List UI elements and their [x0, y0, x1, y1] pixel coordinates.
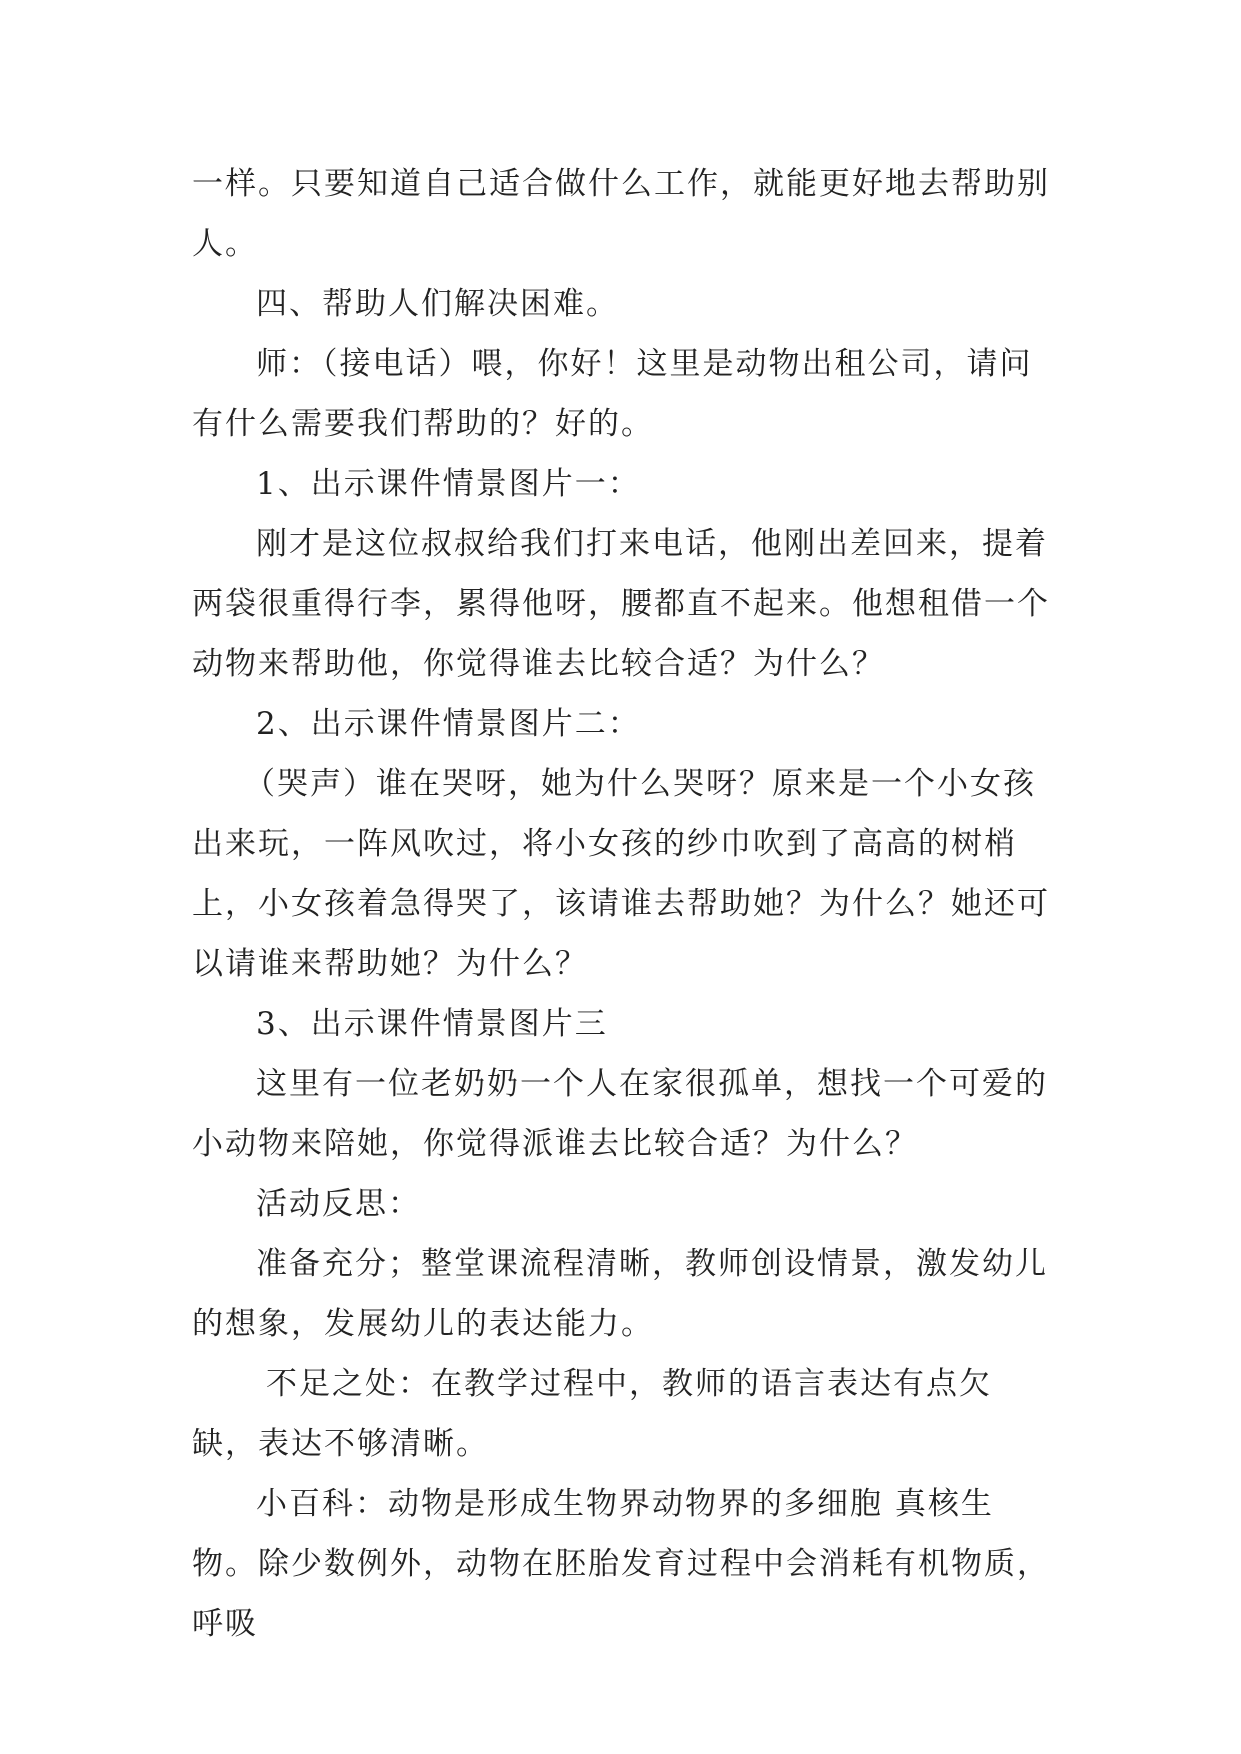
- paragraph-teacher-phone: 师：（接电话）喂，你好！这里是动物出租公司，请问有什么需要我们帮助的？好的。: [192, 346, 1033, 442]
- section-heading-four: 四、帮助人们解决困难。: [256, 286, 619, 322]
- step-three-heading: 3、出示课件情景图片三: [256, 1006, 608, 1042]
- reflection-heading: 活动反思：: [256, 1186, 421, 1222]
- paragraph-reflection-strengths: 准备充分；整堂课流程清晰，教师创设情景，激发幼儿的想象，发展幼儿的表达能力。: [192, 1246, 1048, 1342]
- paragraph-continuation: 一样。只要知道自己适合做什么工作，就能更好地去帮助别人。: [192, 166, 1050, 262]
- paragraph-scene-two: （哭声）谁在哭呀，她为什么哭呀？原来是一个小女孩出来玩，一阵风吹过，将小女孩的纱巾吹到了高高的树梢上，小女孩着急得哭了，该请谁去帮助她？为什么？她还可以请谁来帮助她？为什么？: [192, 766, 1050, 982]
- paragraph-scene-three: 这里有一位老奶奶一个人在家很孤单，想找一个可爱的小动物来陪她，你觉得派谁去比较合适？为什么？: [192, 1066, 1048, 1162]
- paragraph-reflection-weaknesses: 不足之处：在教学过程中，教师的语言表达有点欠缺，表达不够清晰。: [192, 1366, 992, 1462]
- step-one-heading: 1、出示课件情景图片一：: [256, 466, 641, 502]
- document-body: [192, 154, 1052, 1654]
- paragraph-scene-one: 刚才是这位叔叔给我们打来电话，他刚出差回来，提着两袋很重得行李，累得他呀，腰都直不起来。他想租借一个动物来帮助他，你觉得谁去比较合适？为什么？: [192, 526, 1050, 682]
- paragraph-encyclopedia: 小百科：动物是形成生物界动物界的多细胞 真核生物。除少数例外，动物在胚胎发育过程中会消耗有机物质，呼吸: [192, 1486, 1050, 1642]
- step-two-heading: 2、出示课件情景图片二：: [256, 706, 641, 742]
